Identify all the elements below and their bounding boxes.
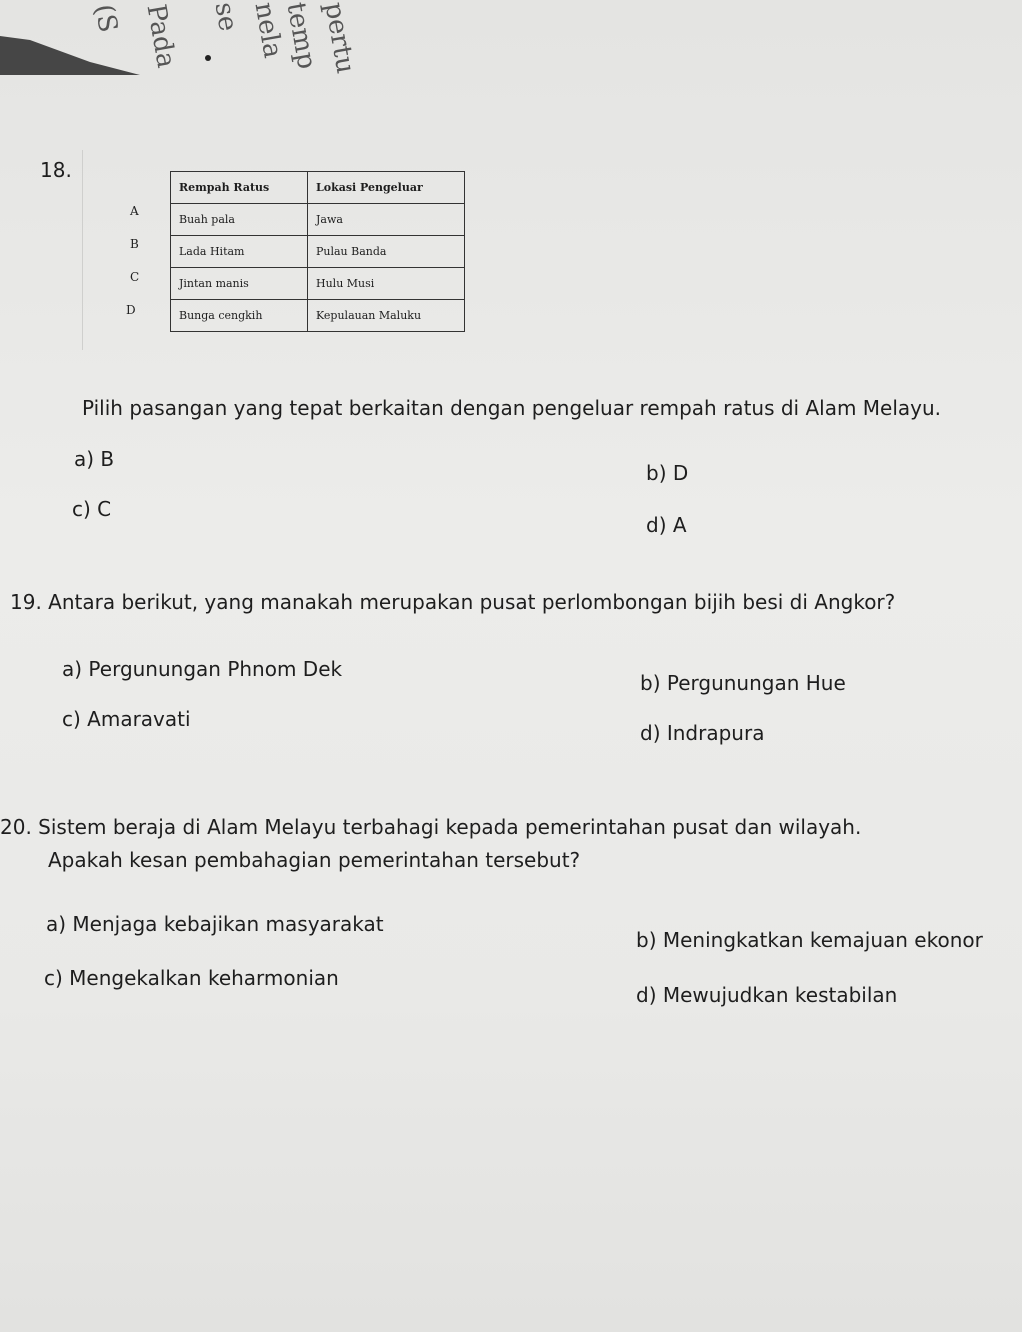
option-d[interactable]: d) Mewujudkan kestabilan	[636, 983, 898, 1007]
table-cell: Buah pala	[171, 204, 308, 236]
option-c[interactable]: c) Mengekalkan keharmonian	[44, 966, 339, 990]
option-a[interactable]: a) Pergunungan Phnom Dek	[62, 657, 343, 681]
fragment-word: nela	[248, 0, 288, 61]
option-a[interactable]: a) Menjaga kebajikan masyarakat	[46, 912, 384, 936]
table-header: Lokasi Pengeluar	[308, 172, 465, 204]
question-text: Apakah kesan pembahagian pemerintahan tersebut?	[48, 848, 581, 872]
option-c[interactable]: c) Amaravati	[62, 707, 191, 731]
table-row	[171, 204, 465, 236]
question-text: 19. Antara berikut, yang manakah merupakan pusat perlombongan bijih besi di Angkor?	[10, 590, 896, 614]
option-d[interactable]: d) Indrapura	[640, 721, 765, 745]
previous-page-fragment	[0, 0, 1022, 75]
option-b[interactable]: b) D	[646, 461, 689, 485]
fragment-word: (S	[88, 2, 123, 35]
question-text: Pilih pasangan yang tepat berkaitan dengan pengeluar rempah ratus di Alam Melayu.	[82, 396, 942, 420]
table-row	[171, 268, 465, 300]
table-cell: Jintan manis	[171, 268, 308, 300]
option-c[interactable]: c) C	[72, 497, 112, 521]
table-cell: Pulau Banda	[308, 236, 465, 268]
option-b[interactable]: b) Meningkatkan kemajuan ekonor	[636, 928, 983, 952]
table-row-label: D	[126, 303, 136, 317]
option-b[interactable]: b) Pergunungan Hue	[640, 671, 846, 695]
table-header: Rempah Ratus	[171, 172, 308, 204]
table-header-row	[171, 172, 465, 204]
table-cell: Lada Hitam	[171, 236, 308, 268]
question-text: 20. Sistem beraja di Alam Melayu terbahagi kepada pemerintahan pusat dan wilayah.	[0, 815, 862, 839]
fragment-word: temp	[280, 0, 322, 72]
option-a[interactable]: a) B	[74, 447, 115, 471]
table-cell: Hulu Musi	[308, 268, 465, 300]
table-row	[171, 236, 465, 268]
spice-table	[170, 171, 465, 332]
option-d[interactable]: d) A	[646, 513, 687, 537]
table-row-label: B	[130, 237, 139, 251]
table-row	[171, 300, 465, 332]
question-number: 18.	[40, 158, 72, 182]
fragment-word: pertu	[318, 0, 361, 76]
table-cell: Jawa	[308, 204, 465, 236]
fragment-word: Pada	[140, 2, 182, 71]
fragment-word: se	[208, 0, 243, 34]
table-row-label: C	[130, 270, 140, 284]
margin-line	[82, 150, 83, 350]
table-row-label: A	[130, 204, 139, 218]
table-cell: Bunga cengkih	[171, 300, 308, 332]
table-cell: Kepulauan Maluku	[308, 300, 465, 332]
